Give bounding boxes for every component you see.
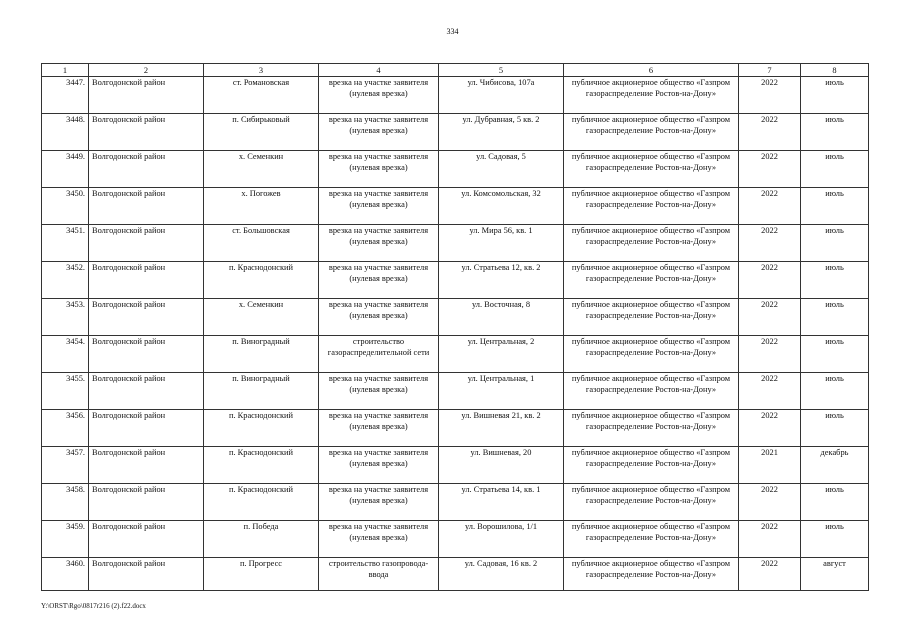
- address-cell: ул. Центральная, 1: [439, 373, 564, 410]
- locality-cell: п. Виноградный: [204, 336, 319, 373]
- address-cell: ул. Стратьева 12, кв. 2: [439, 262, 564, 299]
- year-cell: 2022: [739, 521, 801, 558]
- year-cell: 2021: [739, 447, 801, 484]
- organization-cell: публичное акционерное общество «Газпром газораспределение Ростов-на-Дону»: [564, 521, 739, 558]
- column-header: 6: [564, 64, 739, 77]
- table-row: [42, 521, 869, 558]
- year-cell: 2022: [739, 77, 801, 114]
- year-cell: 2022: [739, 225, 801, 262]
- month-cell: июль: [801, 521, 869, 558]
- district-cell: Волгодонской район: [89, 151, 204, 188]
- district-cell: Волгодонской район: [89, 410, 204, 447]
- table-row: [42, 114, 869, 151]
- address-cell: ул. Садовая, 16 кв. 2: [439, 558, 564, 591]
- row-number: 3456.: [42, 410, 89, 447]
- district-cell: Волгодонской район: [89, 77, 204, 114]
- address-cell: ул. Стратьева 14, кв. 1: [439, 484, 564, 521]
- table-row: [42, 410, 869, 447]
- year-cell: 2022: [739, 336, 801, 373]
- work-type-cell: врезка на участке заявителя (нулевая врезка): [319, 77, 439, 114]
- district-cell: Волгодонской район: [89, 299, 204, 336]
- column-header: 8: [801, 64, 869, 77]
- locality-cell: п. Прогресс: [204, 558, 319, 591]
- row-number: 3452.: [42, 262, 89, 299]
- table-header-row: [42, 64, 869, 77]
- year-cell: 2022: [739, 114, 801, 151]
- table-row: [42, 558, 869, 591]
- table-row: [42, 77, 869, 114]
- month-cell: июль: [801, 299, 869, 336]
- district-cell: Волгодонской район: [89, 558, 204, 591]
- locality-cell: х. Погожев: [204, 188, 319, 225]
- row-number: 3457.: [42, 447, 89, 484]
- locality-cell: п. Виноградный: [204, 373, 319, 410]
- work-type-cell: врезка на участке заявителя (нулевая врезка): [319, 484, 439, 521]
- district-cell: Волгодонской район: [89, 373, 204, 410]
- month-cell: июль: [801, 262, 869, 299]
- table-row: [42, 484, 869, 521]
- row-number: 3448.: [42, 114, 89, 151]
- work-type-cell: врезка на участке заявителя (нулевая врезка): [319, 225, 439, 262]
- work-type-cell: врезка на участке заявителя (нулевая врезка): [319, 114, 439, 151]
- gasification-table: [41, 63, 869, 591]
- row-number: 3459.: [42, 521, 89, 558]
- address-cell: ул. Вишневая 21, кв. 2: [439, 410, 564, 447]
- work-type-cell: врезка на участке заявителя (нулевая врезка): [319, 299, 439, 336]
- district-cell: Волгодонской район: [89, 225, 204, 262]
- column-header: 7: [739, 64, 801, 77]
- organization-cell: публичное акционерное общество «Газпром газораспределение Ростов-на-Дону»: [564, 188, 739, 225]
- row-number: 3453.: [42, 299, 89, 336]
- organization-cell: публичное акционерное общество «Газпром газораспределение Ростов-на-Дону»: [564, 77, 739, 114]
- district-cell: Волгодонской район: [89, 336, 204, 373]
- locality-cell: х. Семенкин: [204, 299, 319, 336]
- work-type-cell: строительство газораспределительной сети: [319, 336, 439, 373]
- column-header: 1: [42, 64, 89, 77]
- table-row: [42, 188, 869, 225]
- year-cell: 2022: [739, 484, 801, 521]
- month-cell: июль: [801, 151, 869, 188]
- column-header: 3: [204, 64, 319, 77]
- district-cell: Волгодонской район: [89, 262, 204, 299]
- table-body: [42, 77, 869, 591]
- row-number: 3447.: [42, 77, 89, 114]
- work-type-cell: строительство газопровода-ввода: [319, 558, 439, 591]
- work-type-cell: врезка на участке заявителя (нулевая врезка): [319, 447, 439, 484]
- district-cell: Волгодонской район: [89, 447, 204, 484]
- row-number: 3451.: [42, 225, 89, 262]
- organization-cell: публичное акционерное общество «Газпром газораспределение Ростов-на-Дону»: [564, 336, 739, 373]
- table-row: [42, 447, 869, 484]
- year-cell: 2022: [739, 151, 801, 188]
- month-cell: июль: [801, 114, 869, 151]
- address-cell: ул. Восточная, 8: [439, 299, 564, 336]
- month-cell: июль: [801, 373, 869, 410]
- column-header: 5: [439, 64, 564, 77]
- column-header: 4: [319, 64, 439, 77]
- organization-cell: публичное акционерное общество «Газпром газораспределение Ростов-на-Дону»: [564, 114, 739, 151]
- work-type-cell: врезка на участке заявителя (нулевая врезка): [319, 188, 439, 225]
- locality-cell: п. Сибирьковый: [204, 114, 319, 151]
- organization-cell: публичное акционерное общество «Газпром газораспределение Ростов-на-Дону»: [564, 410, 739, 447]
- organization-cell: публичное акционерное общество «Газпром газораспределение Ростов-на-Дону»: [564, 262, 739, 299]
- district-cell: Волгодонской район: [89, 484, 204, 521]
- table-row: [42, 299, 869, 336]
- year-cell: 2022: [739, 262, 801, 299]
- table-row: [42, 262, 869, 299]
- district-cell: Волгодонской район: [89, 188, 204, 225]
- locality-cell: ст. Большовская: [204, 225, 319, 262]
- organization-cell: публичное акционерное общество «Газпром газораспределение Ростов-на-Дону»: [564, 447, 739, 484]
- month-cell: август: [801, 558, 869, 591]
- row-number: 3455.: [42, 373, 89, 410]
- page-number: 334: [446, 27, 459, 36]
- month-cell: июль: [801, 336, 869, 373]
- year-cell: 2022: [739, 373, 801, 410]
- work-type-cell: врезка на участке заявителя (нулевая врезка): [319, 521, 439, 558]
- locality-cell: п. Краснодонский: [204, 410, 319, 447]
- organization-cell: публичное акционерное общество «Газпром газораспределение Ростов-на-Дону»: [564, 151, 739, 188]
- row-number: 3454.: [42, 336, 89, 373]
- district-cell: Волгодонской район: [89, 114, 204, 151]
- organization-cell: публичное акционерное общество «Газпром газораспределение Ростов-на-Дону»: [564, 225, 739, 262]
- month-cell: декабрь: [801, 447, 869, 484]
- address-cell: ул. Мира 56, кв. 1: [439, 225, 564, 262]
- locality-cell: х. Семенкин: [204, 151, 319, 188]
- column-header: 2: [89, 64, 204, 77]
- row-number: 3449.: [42, 151, 89, 188]
- work-type-cell: врезка на участке заявителя (нулевая врезка): [319, 410, 439, 447]
- work-type-cell: врезка на участке заявителя (нулевая врезка): [319, 151, 439, 188]
- organization-cell: публичное акционерное общество «Газпром газораспределение Ростов-на-Дону»: [564, 373, 739, 410]
- table-row: [42, 373, 869, 410]
- organization-cell: публичное акционерное общество «Газпром газораспределение Ростов-на-Дону»: [564, 558, 739, 591]
- address-cell: ул. Комсомольская, 32: [439, 188, 564, 225]
- month-cell: июль: [801, 77, 869, 114]
- row-number: 3450.: [42, 188, 89, 225]
- table-row: [42, 151, 869, 188]
- district-cell: Волгодонской район: [89, 521, 204, 558]
- year-cell: 2022: [739, 299, 801, 336]
- address-cell: ул. Ворошилова, 1/1: [439, 521, 564, 558]
- address-cell: ул. Чибисова, 107а: [439, 77, 564, 114]
- locality-cell: п. Победа: [204, 521, 319, 558]
- year-cell: 2022: [739, 558, 801, 591]
- work-type-cell: врезка на участке заявителя (нулевая врезка): [319, 373, 439, 410]
- organization-cell: публичное акционерное общество «Газпром газораспределение Ростов-на-Дону»: [564, 484, 739, 521]
- year-cell: 2022: [739, 410, 801, 447]
- address-cell: ул. Центральная, 2: [439, 336, 564, 373]
- month-cell: июль: [801, 225, 869, 262]
- locality-cell: п. Краснодонский: [204, 484, 319, 521]
- locality-cell: ст. Романовская: [204, 77, 319, 114]
- table-row: [42, 225, 869, 262]
- row-number: 3458.: [42, 484, 89, 521]
- address-cell: ул. Дубравная, 5 кв. 2: [439, 114, 564, 151]
- row-number: 3460.: [42, 558, 89, 591]
- month-cell: июль: [801, 484, 869, 521]
- year-cell: 2022: [739, 188, 801, 225]
- footer-file-path: Y:\ORST\Rgo\0817r216 (2).f22.docx: [41, 602, 146, 610]
- address-cell: ул. Садовая, 5: [439, 151, 564, 188]
- month-cell: июль: [801, 188, 869, 225]
- locality-cell: п. Краснодонский: [204, 262, 319, 299]
- table-row: [42, 336, 869, 373]
- locality-cell: п. Краснодонский: [204, 447, 319, 484]
- organization-cell: публичное акционерное общество «Газпром газораспределение Ростов-на-Дону»: [564, 299, 739, 336]
- work-type-cell: врезка на участке заявителя (нулевая врезка): [319, 262, 439, 299]
- address-cell: ул. Вишневая, 20: [439, 447, 564, 484]
- month-cell: июль: [801, 410, 869, 447]
